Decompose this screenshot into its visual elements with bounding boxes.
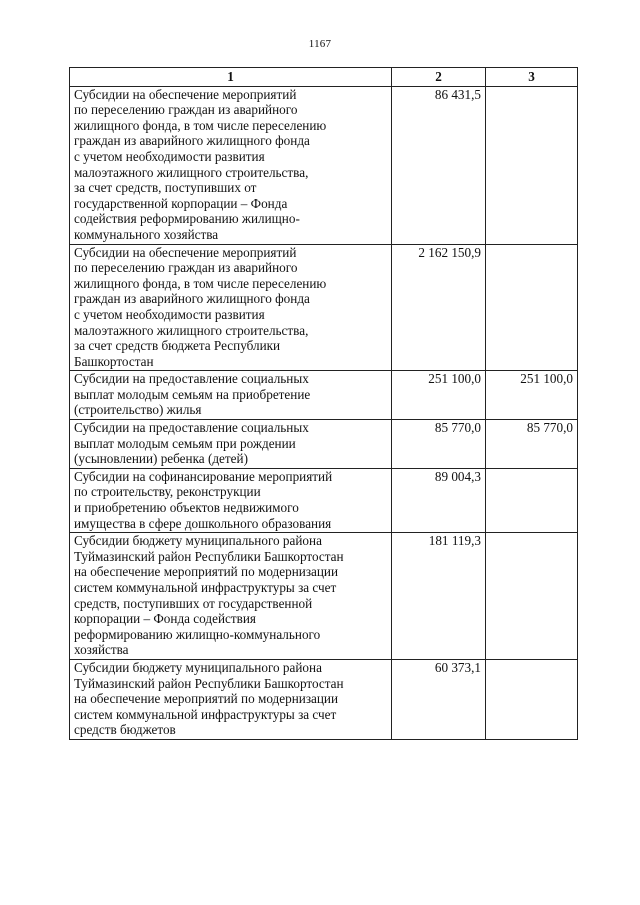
amount-column-3 <box>486 659 578 739</box>
description-line: на обеспечение мероприятий по модернизации <box>74 564 339 580</box>
description-line: малоэтажного жилищного строительства, <box>74 164 309 180</box>
description-line: хозяйства <box>74 642 129 658</box>
description-line: с учетом необходимости развития <box>74 306 265 322</box>
description-line: Субсидии бюджету муниципального района <box>74 659 322 675</box>
amount-column-2: 181 119,3 <box>392 533 486 660</box>
description-line: граждан из аварийного жилищного фонда <box>74 291 310 307</box>
description-line: Субсидии на предоставление социальных <box>74 420 309 436</box>
table-header-row <box>70 68 578 87</box>
description-line: по переселению граждан из аварийного <box>74 260 298 276</box>
table-row <box>70 659 578 739</box>
description-line: государственной корпорации – Фонда <box>74 195 288 211</box>
amount-column-2: 86 431,5 <box>392 86 486 244</box>
budget-table <box>69 67 578 740</box>
description-line: Субсидии на предоставление социальных <box>74 371 309 387</box>
description-line: коммунального хозяйства <box>74 226 219 242</box>
description-line: реформированию жилищно-коммунального <box>74 626 321 642</box>
amount-column-3 <box>486 86 578 244</box>
amount-column-2: 85 770,0 <box>392 420 486 469</box>
amount-column-2: 2 162 150,9 <box>392 244 486 371</box>
row-description <box>70 533 392 660</box>
description-line: Субсидии на обеспечение мероприятий <box>74 86 297 102</box>
description-line: жилищного фонда, в том числе переселению <box>74 117 327 133</box>
description-line: Туймазинский район Республики Башкортостан <box>74 675 344 691</box>
row-description <box>70 371 392 420</box>
description-line: Субсидии бюджету муниципального района <box>74 533 322 549</box>
row-description <box>70 659 392 739</box>
amount-column-2: 251 100,0 <box>392 371 486 420</box>
amount-column-3 <box>486 468 578 532</box>
page-number: 1167 <box>308 38 332 50</box>
description-line: систем коммунальной инфраструктуры за счет <box>74 580 337 595</box>
amount-column-3: 251 100,0 <box>486 371 578 420</box>
row-description <box>70 468 392 532</box>
description-line: жилищного фонда, в том числе переселению <box>74 275 327 291</box>
table-row <box>70 533 578 660</box>
table-row <box>70 371 578 420</box>
description-line: Туймазинский район Республики Башкортостан <box>74 548 344 564</box>
description-line: за счет средств, поступивших от <box>74 180 257 196</box>
description-line: систем коммунальной инфраструктуры за счет <box>74 706 337 722</box>
description-line: Субсидии на софинансирование мероприятий <box>74 468 333 484</box>
row-description <box>70 86 392 244</box>
description-line: содействия реформированию жилищно- <box>74 211 300 227</box>
description-line: Башкортостан <box>74 353 154 369</box>
table-row <box>70 86 578 244</box>
amount-column-3: 85 770,0 <box>486 420 578 469</box>
description-line: (строительство) жилья <box>74 402 202 418</box>
description-line: (усыновлении) ребенка (детей) <box>74 451 248 467</box>
amount-column-2: 60 373,1 <box>392 659 486 739</box>
column-header-2: 2 <box>392 68 486 87</box>
description-line: выплат молодым семьям на приобретение <box>74 386 311 402</box>
table-row <box>70 420 578 469</box>
description-line: имущества в сфере дошкольного образования <box>74 515 332 531</box>
table-row <box>70 244 578 371</box>
description-line: Субсидии на обеспечение мероприятий <box>74 244 297 260</box>
description-line: по переселению граждан из аварийного <box>74 102 298 118</box>
description-line: выплат молодым семьям при рождении <box>74 435 296 451</box>
description-line: за счет средств бюджета Республики <box>74 338 281 354</box>
description-line: и приобретению объектов недвижимого <box>74 500 299 516</box>
description-line: малоэтажного жилищного строительства, <box>74 322 309 338</box>
description-line: с учетом необходимости развития <box>74 148 265 164</box>
table-body <box>70 86 578 739</box>
amount-column-3 <box>486 533 578 660</box>
table-row <box>70 468 578 532</box>
amount-column-2: 89 004,3 <box>392 468 486 532</box>
description-line: корпорации – Фонда содействия <box>74 611 256 627</box>
description-line: по строительству, реконструкции <box>74 484 261 500</box>
description-line: граждан из аварийного жилищного фонда <box>74 133 310 149</box>
description-line: на обеспечение мероприятий по модернизации <box>74 691 339 707</box>
column-header-3: 3 <box>486 68 578 87</box>
description-line: средств бюджетов <box>74 722 176 738</box>
row-description <box>70 420 392 469</box>
column-header-1: 1 <box>70 68 392 87</box>
amount-column-3 <box>486 244 578 371</box>
row-description <box>70 244 392 371</box>
description-line: средств, поступивших от государственной <box>74 595 313 611</box>
